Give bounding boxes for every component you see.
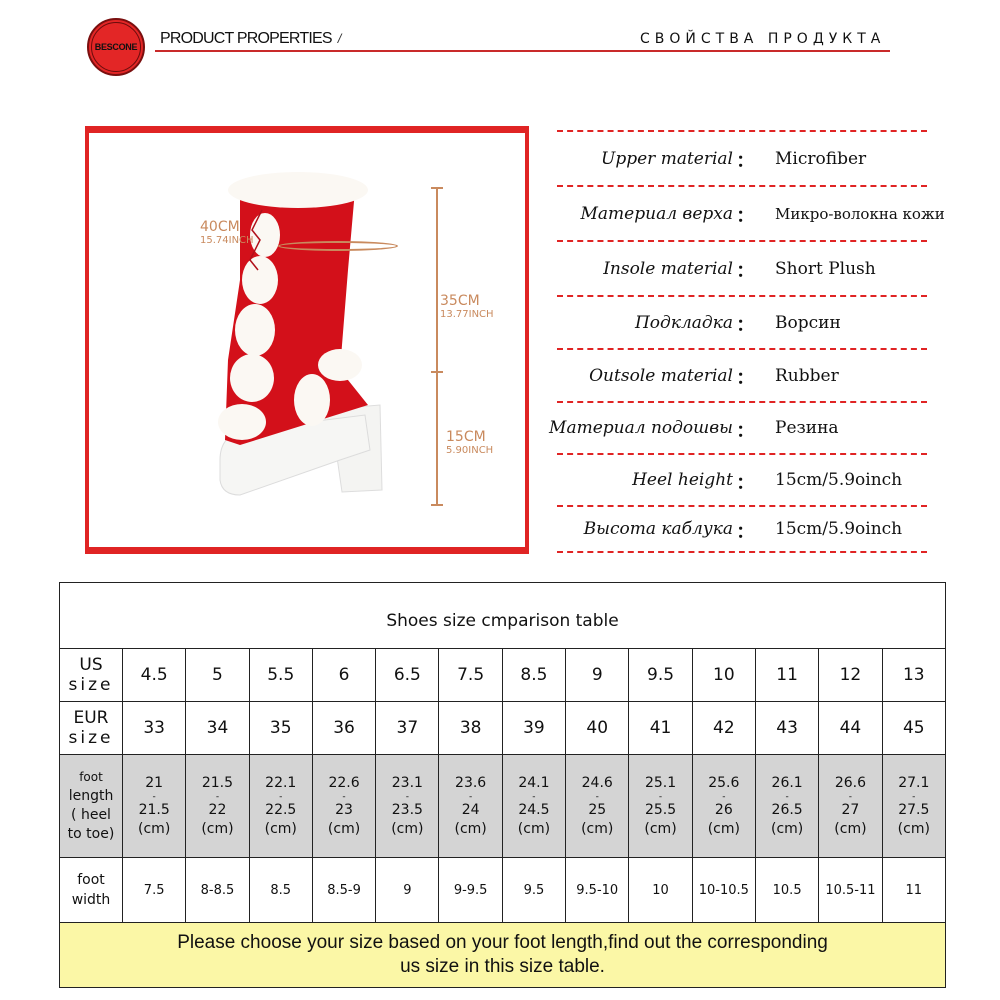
property-value: Резина <box>775 418 839 438</box>
property-row <box>557 132 927 185</box>
shaft-height-inch: 13.77INCH <box>440 309 494 320</box>
foot-length-cell <box>186 755 249 858</box>
ruler-tick-mid <box>431 371 443 373</box>
len-from: 21 <box>145 774 164 791</box>
foot-length-cell <box>439 755 502 858</box>
size-note-line1: Please choose your size based on your foot length,find out the corresponding <box>177 932 828 953</box>
foot-width-cell: 10.5-11 <box>819 858 882 923</box>
us-size-cell: 5.5 <box>249 649 312 702</box>
property-key: Высота каблука <box>583 519 733 539</box>
unit: (cm) <box>517 820 551 837</box>
foot-length-cell <box>376 755 439 858</box>
len-from: 23.6 <box>455 774 487 791</box>
len-from: 25.6 <box>708 774 740 791</box>
circumference-inch: 15.74INCH <box>200 235 254 246</box>
property-row <box>549 403 927 453</box>
foot-width-cell: 9-9.5 <box>439 858 502 923</box>
len-to: 25.5 <box>644 801 677 818</box>
us-size-cell: 11 <box>755 649 818 702</box>
property-key: Подкладка <box>634 312 733 333</box>
ruler-tick-top <box>431 187 443 189</box>
foot-length-cell <box>882 755 945 858</box>
foot-width-cell: 10.5 <box>755 858 818 923</box>
foot-length-cell <box>692 755 755 858</box>
foot-width-cell: 8.5 <box>249 858 312 923</box>
property-row <box>557 455 927 505</box>
unit: (cm) <box>391 820 424 837</box>
len-to: 27 <box>841 801 860 818</box>
section-title-ru: СВОЙСТВА ПРОДУКТА <box>640 31 886 47</box>
unit: (cm) <box>138 820 171 837</box>
us-size-cell: 6 <box>312 649 375 702</box>
eur-size-cell: 39 <box>502 702 565 755</box>
boot-illustration <box>200 160 430 500</box>
len-to: 22 <box>208 801 227 818</box>
us-size-cell: 5 <box>186 649 249 702</box>
row-label-line: length <box>68 788 114 804</box>
foot-width-cell: 9.5 <box>502 858 565 923</box>
range-separator: - <box>912 791 916 802</box>
eur-size-cell: 42 <box>692 702 755 755</box>
range-separator: - <box>469 791 473 802</box>
foot-length-cell <box>566 755 629 858</box>
foot-width-cell: 8-8.5 <box>186 858 249 923</box>
section-title-en-text: PRODUCT PROPERTIES <box>160 30 332 47</box>
len-to: 23 <box>335 801 353 818</box>
table-title: Shoes size cmparison table <box>60 583 946 649</box>
height-ruler <box>436 188 438 506</box>
property-colon: ： <box>736 469 756 494</box>
foot-length-row <box>60 755 946 858</box>
range-separator: - <box>215 791 220 802</box>
eur-size-row <box>60 702 946 755</box>
unit: (cm) <box>770 820 804 837</box>
title-separator: / <box>337 31 341 46</box>
unit: (cm) <box>644 820 677 837</box>
unit: (cm) <box>201 820 234 837</box>
row-label-line: foot <box>77 872 105 888</box>
us-size-cell: 6.5 <box>376 649 439 702</box>
foot-width-cell: 11 <box>882 858 945 923</box>
foot-width-cell: 7.5 <box>123 858 186 923</box>
property-key: Upper material <box>601 148 733 169</box>
len-to: 22.5 <box>265 801 297 818</box>
foot-length-cell <box>629 755 692 858</box>
unit: (cm) <box>327 820 361 837</box>
foot-length-cell <box>312 755 375 858</box>
brand-logo-ring <box>91 22 141 72</box>
property-key: Insole material <box>603 258 733 279</box>
row-label-line: size <box>68 728 114 748</box>
header-divider <box>155 50 890 52</box>
foot-length-cell <box>819 755 882 858</box>
property-row <box>557 242 927 295</box>
row-label-line: EUR <box>73 708 109 728</box>
shaft-height-cm: 35CM <box>440 293 480 309</box>
foot-width-cell: 8.5-9 <box>312 858 375 923</box>
row-label-foot-width <box>60 858 123 923</box>
circumference-marker <box>278 241 398 251</box>
shaft-height-label <box>440 293 494 320</box>
us-size-cell: 13 <box>882 649 945 702</box>
property-row <box>557 187 945 240</box>
heel-height-inch: 5.90INCH <box>446 445 494 456</box>
len-from: 24.6 <box>581 774 613 791</box>
unit: (cm) <box>264 820 297 837</box>
property-key: Материал верха <box>580 203 733 224</box>
property-row <box>557 297 927 348</box>
table-title-row <box>60 583 946 649</box>
len-to: 26 <box>714 801 733 818</box>
len-from: 26.1 <box>771 774 803 791</box>
property-row <box>557 507 927 551</box>
unit: (cm) <box>454 820 487 837</box>
row-label-line: to toe) <box>67 826 115 842</box>
row-label-foot-length <box>60 755 123 858</box>
row-label-line: size <box>68 675 114 695</box>
size-note-line2: us size in this size table. <box>400 956 605 977</box>
us-size-row <box>60 649 946 702</box>
eur-size-cell: 40 <box>566 702 629 755</box>
unit: (cm) <box>581 820 614 837</box>
len-to: 25 <box>588 801 607 818</box>
us-size-cell: 7.5 <box>439 649 502 702</box>
len-from: 22.6 <box>328 774 360 791</box>
len-to: 24 <box>461 801 480 818</box>
divider <box>557 551 927 553</box>
foot-length-cell <box>755 755 818 858</box>
len-from: 27.1 <box>898 774 930 791</box>
range-separator: - <box>785 791 789 802</box>
unit: (cm) <box>897 820 930 837</box>
row-label-eur <box>60 702 123 755</box>
foot-length-cell <box>502 755 565 858</box>
property-key: Outsole material <box>589 365 733 386</box>
property-colon: ： <box>736 417 756 442</box>
heel-height-label <box>446 429 493 456</box>
len-to: 24.5 <box>518 801 550 818</box>
property-key: Материал подошвы <box>549 418 733 438</box>
property-colon: ： <box>736 365 756 389</box>
us-size-cell: 10 <box>692 649 755 702</box>
property-colon: ： <box>736 312 756 336</box>
unit: (cm) <box>707 820 740 837</box>
property-value: Rubber <box>775 365 839 386</box>
foot-length-cell <box>123 755 186 858</box>
unit: (cm) <box>834 820 867 837</box>
property-value: Microfiber <box>775 148 867 169</box>
property-colon: ： <box>736 258 756 282</box>
eur-size-cell: 34 <box>186 702 249 755</box>
property-value: Ворсин <box>775 312 841 333</box>
brand-logo <box>87 18 145 76</box>
product-properties-list <box>549 130 945 553</box>
range-separator: - <box>152 791 156 802</box>
len-from: 25.1 <box>644 774 677 791</box>
len-to: 26.5 <box>771 801 803 818</box>
foot-length-cell <box>249 755 312 858</box>
property-colon: ： <box>736 518 756 543</box>
row-label-us <box>60 649 123 702</box>
size-note <box>60 923 946 988</box>
range-separator: - <box>342 791 346 802</box>
us-size-cell: 8.5 <box>502 649 565 702</box>
len-from: 22.1 <box>265 774 297 791</box>
us-size-cell: 9 <box>566 649 629 702</box>
range-separator: - <box>848 791 853 802</box>
len-from: 24.1 <box>518 774 550 791</box>
property-row <box>557 350 927 401</box>
len-from: 23.1 <box>391 774 423 791</box>
circumference-cm: 40CM <box>200 219 240 235</box>
foot-width-cell: 10 <box>629 858 692 923</box>
eur-size-cell: 33 <box>123 702 186 755</box>
property-value: 15cm/5.9oinch <box>775 470 903 490</box>
property-colon: ： <box>736 148 756 172</box>
property-key: Heel height <box>632 470 733 490</box>
range-separator: - <box>532 791 536 802</box>
len-to: 27.5 <box>898 801 930 818</box>
property-colon: ： <box>736 203 756 227</box>
foot-width-cell: 10-10.5 <box>692 858 755 923</box>
eur-size-cell: 35 <box>249 702 312 755</box>
brand-logo-text: BESCONE <box>94 42 138 52</box>
property-value: 15cm/5.9oinch <box>775 519 903 539</box>
foot-width-row <box>60 858 946 923</box>
eur-size-cell: 36 <box>312 702 375 755</box>
row-label-line: ( heel <box>71 807 111 823</box>
len-from: 26.6 <box>834 774 866 791</box>
eur-size-cell: 37 <box>376 702 439 755</box>
eur-size-cell: 45 <box>882 702 945 755</box>
range-separator: - <box>658 791 663 802</box>
eur-size-cell: 41 <box>629 702 692 755</box>
foot-width-cell: 9.5-10 <box>566 858 629 923</box>
size-comparison-table <box>59 582 946 988</box>
circumference-label <box>200 219 254 246</box>
size-note-row <box>60 923 946 988</box>
range-separator: - <box>405 791 409 802</box>
eur-size-cell: 44 <box>819 702 882 755</box>
len-from: 21.5 <box>201 774 234 791</box>
len-to: 21.5 <box>138 801 170 818</box>
us-size-cell: 12 <box>819 649 882 702</box>
property-value: Short Plush <box>775 258 876 279</box>
ruler-tick-bottom <box>431 504 443 506</box>
range-separator: - <box>722 791 726 802</box>
row-label-line: US <box>79 655 103 675</box>
row-label-line: width <box>71 892 111 908</box>
range-separator: - <box>595 791 599 802</box>
len-to: 23.5 <box>391 801 423 818</box>
eur-size-cell: 38 <box>439 702 502 755</box>
us-size-cell: 4.5 <box>123 649 186 702</box>
eur-size-cell: 43 <box>755 702 818 755</box>
foot-width-cell: 9 <box>376 858 439 923</box>
section-title-en <box>160 30 341 48</box>
property-value: Микро-волокна кожи <box>775 204 945 223</box>
us-size-cell: 9.5 <box>629 649 692 702</box>
range-separator: - <box>279 791 283 802</box>
row-label-line: foot <box>79 770 103 784</box>
heel-height-cm: 15CM <box>446 429 486 445</box>
